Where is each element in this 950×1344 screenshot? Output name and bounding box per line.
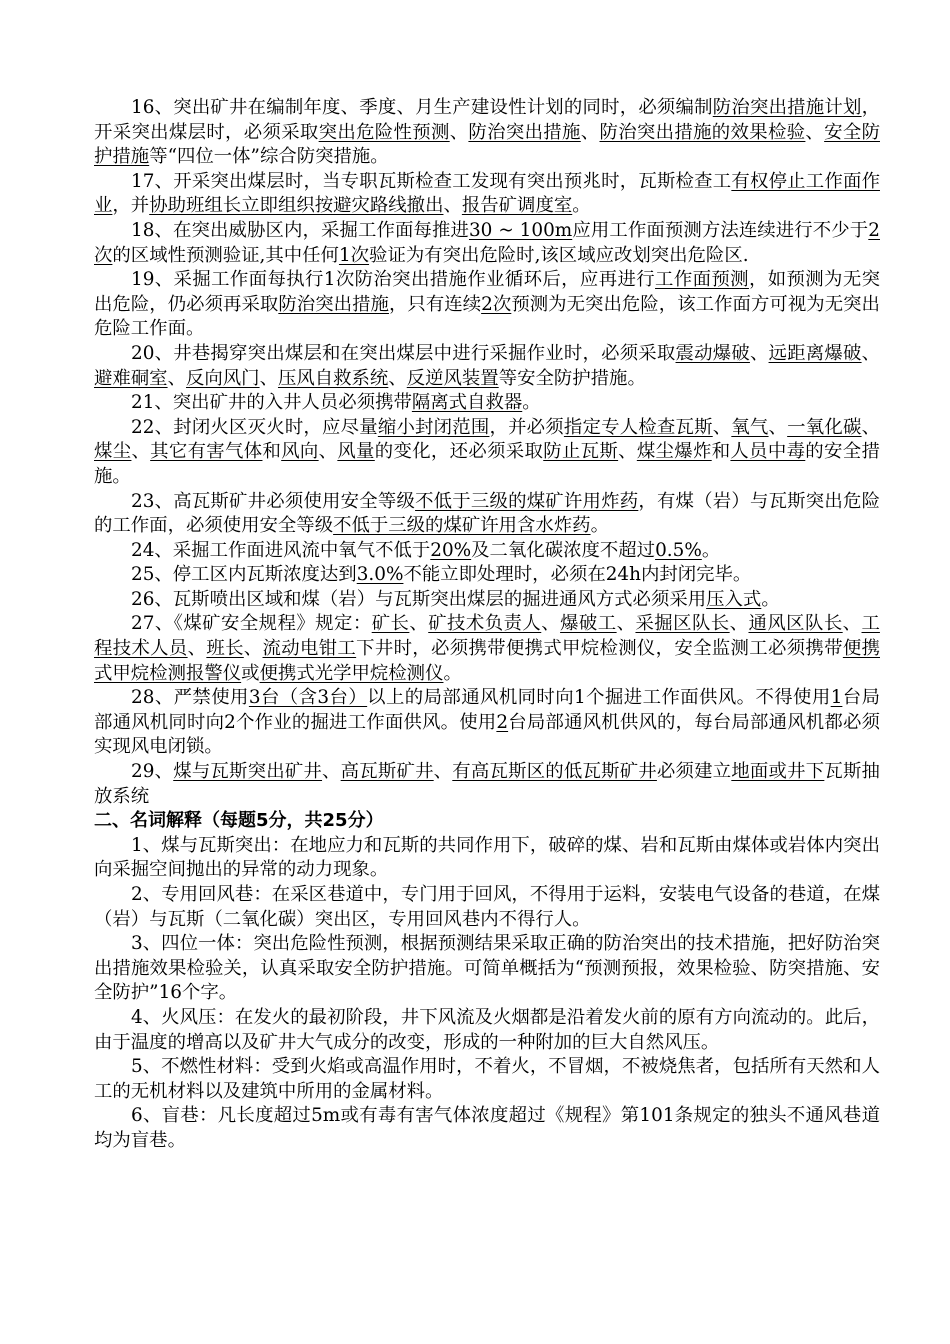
question-text: 27、《煤矿安全规程》规定：	[131, 613, 372, 635]
answer-blank: 风量	[337, 441, 375, 463]
question-text: 、	[167, 367, 186, 389]
answer-blank: 3.0%	[356, 564, 404, 586]
question-text: 的区域性预测验证,其中任何	[112, 244, 339, 266]
question-text: 。	[443, 662, 462, 684]
question-text: 、	[861, 342, 880, 364]
answer-blank: 反逆风装置	[406, 367, 499, 389]
question-text: 等“四位一体”综合防突措施。	[149, 146, 389, 168]
question-item	[94, 539, 880, 564]
question-text: 以上的局部通风机同时向1个掘进工作面供风。不得使用	[367, 687, 831, 709]
question-text: 和	[711, 441, 731, 463]
question-text: 、	[618, 441, 637, 463]
answer-blank: 不低于三级的煤矿许用炸药	[415, 490, 639, 512]
answer-blank: 通风区队长	[748, 613, 843, 635]
question-item	[94, 219, 880, 268]
question-text: 25、停工区内瓦斯浓度达到	[131, 564, 357, 586]
answer-blank: 高瓦斯矿井	[340, 761, 434, 783]
question-text: 必须建立	[656, 761, 732, 783]
question-text: ，如预测为无突出危险，仍必须再采取	[94, 269, 880, 315]
question-text: ，并必须	[489, 416, 564, 438]
question-text: 下井时，必须携带便携式甲烷检测仪，安全监测工必须携带	[356, 638, 843, 660]
question-text: 瓦斯抽放系统	[94, 761, 880, 807]
answer-blank: 远距离爆破	[768, 342, 862, 364]
answer-blank: 不低于三级的煤矿许用含水炸药	[333, 515, 591, 537]
question-text: 。	[522, 392, 541, 414]
question-text: 、	[409, 613, 429, 635]
definition-item: 3、四位一体：突出危险性预测，根据预测结果采取正确的防治突出的技术措施，把好防治突出措施效果检验关，认真采取安全防护措施。可简单概括为“预测预报，效果检验、防突措施、安全防护”16个字。	[94, 933, 880, 1004]
question-item	[94, 391, 880, 416]
answer-blank: 煤尘爆炸	[636, 441, 712, 463]
question-item	[94, 760, 880, 809]
question-text: ，开采突出煤层时，必须采取	[94, 97, 880, 143]
question-item	[94, 416, 880, 490]
answer-blank: 煤与瓦斯突出矿井	[173, 761, 323, 783]
answer-blank: 爆破工	[560, 613, 617, 635]
question-item	[94, 170, 880, 219]
answer-blank: 防治突出措施的效果检验	[599, 121, 806, 143]
question-text: 26、瓦斯喷出区域和煤（岩）与瓦斯突出煤层的掘进通风方式必须采用	[131, 588, 707, 610]
answer-blank: 防治突出措施	[468, 121, 581, 143]
question-text: 、	[318, 441, 338, 463]
question-item	[94, 96, 880, 170]
answer-blank: 班长	[206, 638, 244, 660]
question-text: 的安全措施。	[94, 441, 880, 487]
answer-blank: 2次	[94, 219, 880, 266]
question-text: 、	[729, 613, 749, 635]
question-text: 的变化，还必须采取	[374, 441, 544, 463]
answer-blank: 反向风门	[185, 367, 260, 389]
answer-blank: 突出危险性预测	[318, 121, 450, 143]
question-item	[94, 342, 880, 391]
question-text: 21、突出矿井的入井人员必须携带	[131, 392, 412, 414]
answer-blank: 防治突出措施	[278, 293, 389, 315]
answer-blank: 防止瓦斯	[543, 441, 619, 463]
answer-blank: 流动电钳工	[262, 638, 357, 660]
question-text: 、	[712, 416, 732, 438]
answer-blank: 压风自救系统	[277, 367, 389, 389]
answer-blank: 隔离式自救器	[411, 392, 523, 414]
answer-blank: 有权停止工作面作业	[94, 170, 880, 217]
question-text: 或	[241, 662, 260, 684]
section-heading: 二、名词解释（每题5分，共25分）	[94, 810, 384, 832]
question-text: 19、采掘工作面每执行1次防治突出措施作业循环后，应再进行	[131, 269, 656, 291]
question-text: 、	[541, 613, 561, 635]
answer-blank: 安全防护措施	[94, 121, 880, 168]
answer-blank: 报告矿调度室	[461, 195, 573, 217]
question-text: 、	[805, 121, 825, 143]
question-text: 、	[443, 195, 462, 217]
answer-blank: 1次	[338, 244, 370, 266]
answer-blank: 缩小封闭范围	[377, 416, 490, 438]
answer-blank: 矿长	[371, 613, 410, 635]
definition-item: 6、盲巷：凡长度超过5m或有毒有害气体浓度超过《规程》第101条规定的独头不通风巷道均为盲巷。	[94, 1105, 880, 1151]
answer-blank: 工作面预测	[655, 269, 749, 291]
answer-blank: 1	[830, 687, 843, 709]
question-text: 、	[749, 342, 769, 364]
question-text: 。	[572, 195, 591, 217]
question-text: 29、	[131, 761, 174, 783]
answer-blank: 2	[496, 711, 509, 733]
answer-blank: 采掘区队长	[635, 613, 730, 635]
answer-blank: 矿技术负责人	[428, 613, 542, 635]
question-item	[94, 268, 880, 342]
answer-blank: 压入式	[706, 588, 762, 610]
question-item	[94, 490, 880, 539]
answer-blank: 风向	[281, 441, 319, 463]
question-text: 24、采掘工作面进风流中氧气不低于	[131, 539, 431, 561]
question-text: 及二氧化碳浓度不超过	[471, 539, 656, 561]
question-text: 、	[580, 121, 600, 143]
question-text: 验证为有突出危险时,该区域应改划突出危险区.	[369, 244, 749, 266]
answer-blank: 20%	[430, 539, 472, 561]
answer-blank: 氧气	[731, 416, 769, 438]
question-text: 28、严禁使用	[131, 687, 249, 709]
question-item	[94, 588, 880, 613]
question-text: 23、高瓦斯矿井必须使用安全等级	[131, 490, 416, 512]
answer-blank: 3台（含3台）	[248, 687, 368, 709]
question-text: 和	[262, 441, 282, 463]
question-text: 、	[322, 761, 341, 783]
answer-blank: 指定专人检查瓦斯	[563, 416, 713, 438]
answer-blank: 0.5%	[655, 539, 702, 561]
question-text: 、	[388, 367, 407, 389]
answer-blank: 2次	[481, 293, 512, 315]
question-text: 、	[433, 761, 453, 783]
answer-blank: 人员中毒	[730, 441, 806, 463]
answer-blank: 便携式甲烷检测报警仪	[94, 638, 880, 684]
answer-blank: 地面或井下	[731, 761, 825, 783]
definition-item: 5、不燃性材料：受到火焰或高温作用时，不着火，不冒烟，不被烧焦者，包括所有天然和人工的无机材料以及建筑中所用的金属材料。	[94, 1056, 880, 1102]
answer-blank: 避难硐室	[94, 367, 168, 389]
answer-blank: 防治突出措施计划	[712, 97, 862, 118]
question-item	[94, 686, 880, 760]
answer-blank: 便携式光学甲烷检测仪	[259, 662, 444, 684]
question-text: 16、突出矿井在编制年度、季度、月生产建设性计划的同时，必须编制	[131, 97, 713, 118]
answer-blank: 煤尘	[94, 441, 132, 463]
definition-item: 4、火风压：在发火的最初阶段，井下风流及火烟都是沿着发火前的原有方向流动的。此后，由于温度的增高以及矿井大气成分的改变，形成的一种附加的巨大自然风压。	[94, 1006, 880, 1053]
question-text: ，只有连续	[388, 293, 482, 315]
question-text: 台局部通风机供风的，每台局部通风机都必须实现风电闭锁。	[94, 711, 880, 758]
question-text: ，有煤（岩）与瓦斯突出危险的工作面，必须使用安全等级	[94, 490, 880, 537]
question-text: 。	[590, 515, 609, 537]
answer-blank: 一氧化碳	[787, 416, 862, 438]
question-text: 22、封闭火区灭火时，应尽量	[131, 416, 378, 438]
fill-in-blank-section	[94, 96, 880, 809]
question-text: 18、在突出威胁区内，采掘工作面每推进	[131, 219, 469, 241]
answer-blank: 工程技术人员	[94, 613, 880, 660]
question-text: 预测为无突出危险，该工作面方可视为无突出危险工作面。	[94, 293, 880, 340]
question-text: 、	[861, 416, 880, 438]
question-text: 、	[243, 638, 263, 660]
definition-item: 2、专用回风巷：在采区巷道中，专门用于回风，不得用于运料，安装电气设备的巷道，在煤（岩）与瓦斯（二氧化碳）突出区，专用回风巷内不得行人。	[94, 884, 880, 930]
question-text: 、	[768, 416, 788, 438]
answer-blank: 协助班组长立即组织按避灾路线撤出	[149, 195, 444, 217]
question-text: ，并	[112, 195, 150, 217]
answer-blank: 震动爆破	[675, 342, 750, 364]
answer-blank: 30 ~ 100m	[468, 219, 573, 241]
question-text: 、	[449, 121, 469, 143]
question-text: 17、开采突出煤层时，当专职瓦斯检查工发现有突出预兆时，瓦斯检查工	[131, 170, 732, 192]
question-item	[94, 612, 880, 686]
question-text: 20、井巷揭穿突出煤层和在突出煤层中进行采掘作业时，必须采取	[131, 342, 676, 364]
definition-item: 1、煤与瓦斯突出：在地应力和瓦斯的共同作用下，破碎的煤、岩和瓦斯由煤体或岩体内突出向采掘空间抛出的异常的动力现象。	[94, 834, 880, 881]
question-text: 、	[616, 613, 636, 635]
definition-section	[94, 834, 880, 1154]
question-text: 、	[259, 367, 278, 389]
question-text: 等安全防护措施。	[498, 367, 646, 389]
question-text: 。	[701, 539, 721, 561]
question-text: 、	[131, 441, 151, 463]
question-text: 不能立即处理时，必须在24h内封闭完毕。	[403, 564, 752, 586]
question-text: 、	[842, 613, 862, 635]
answer-blank: 有高瓦斯区的低瓦斯矿井	[452, 761, 657, 783]
question-text: 应用工作面预测方法连续进行不少于	[572, 219, 869, 241]
question-text: 。	[761, 588, 780, 610]
answer-blank: 其它有害气体	[150, 441, 263, 463]
question-text: 、	[187, 638, 207, 660]
question-item	[94, 563, 880, 588]
question-text: 台局部通风机同时向2个作业的掘进工作面供风。使用	[94, 687, 881, 733]
